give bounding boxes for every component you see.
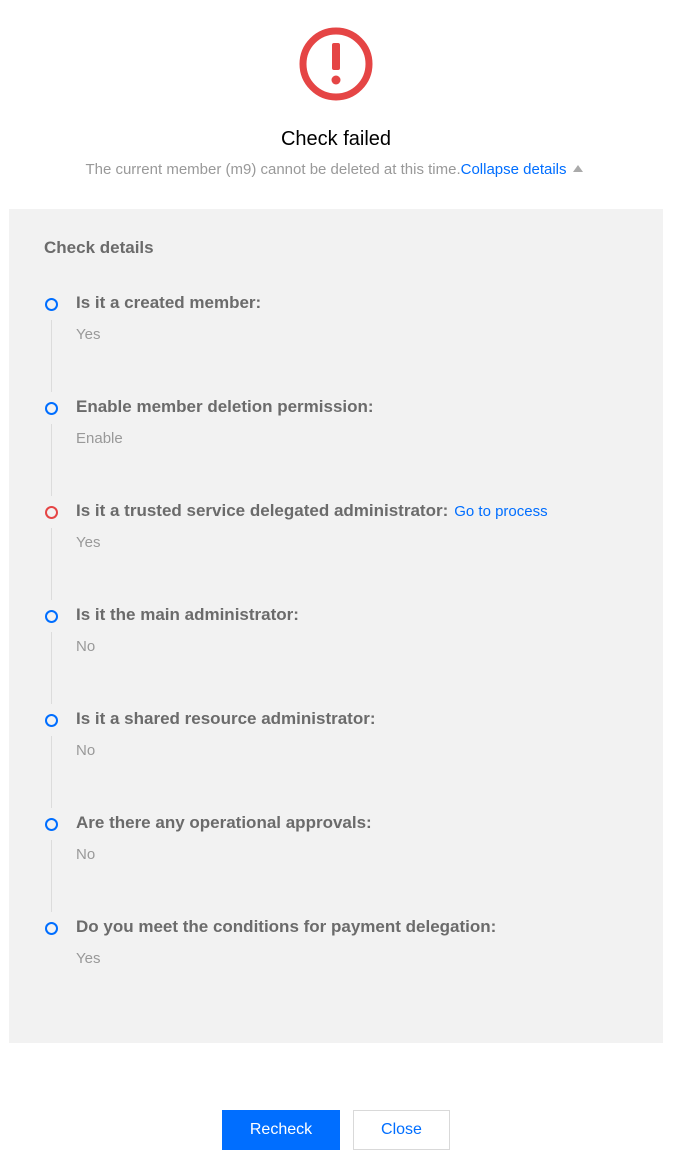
step-operational-approvals (9, 729, 663, 863)
step-label: Enable member deletion permission: (76, 397, 374, 416)
step-main-administrator (9, 521, 663, 655)
step-value: Enable (76, 430, 123, 447)
step-status-dot-icon (45, 402, 58, 415)
step-deletion-permission (9, 313, 663, 447)
collapse-details-label: Collapse details (460, 161, 567, 178)
step-label-row (76, 501, 548, 521)
step-label: Is it a shared resource administrator: (76, 709, 376, 728)
collapse-details-link[interactable] (461, 161, 583, 178)
step-status-dot-icon (45, 298, 58, 311)
dialog-title: Check failed (280, 128, 392, 150)
step-value: No (76, 846, 96, 863)
step-created-member (9, 209, 663, 343)
step-delegated-administrator (9, 417, 663, 551)
step-payment-delegation (9, 833, 663, 967)
step-status-dot-icon (45, 610, 58, 623)
step-label: Are there any operational approvals: (76, 813, 372, 832)
step-value: Yes (76, 950, 101, 967)
caret-up-icon (573, 165, 583, 172)
exclamation-circle-icon (298, 26, 374, 102)
step-status-dot-icon (45, 818, 58, 831)
check-details-panel (9, 209, 663, 1043)
step-value: Yes (76, 534, 101, 551)
step-label: Is it the main administrator: (76, 605, 299, 624)
step-status-dot-icon (45, 922, 58, 935)
close-button[interactable]: Close (353, 1110, 450, 1150)
step-label: Do you meet the conditions for payment delegation: (76, 917, 497, 936)
step-status-dot-icon (45, 714, 58, 727)
go-to-process-link[interactable]: Go to process (454, 503, 548, 520)
dialog-subtitle: The current member (m9) cannot be deleted at this time. (85, 161, 461, 178)
step-value: Yes (76, 326, 101, 343)
details-heading: Check details (44, 238, 154, 257)
step-label: Is it a created member: (76, 293, 262, 312)
subtitle-row (0, 160, 668, 180)
step-value: No (76, 742, 96, 759)
step-error-dot-icon (45, 506, 58, 519)
step-value: No (76, 638, 96, 655)
step-shared-resource-administrator (9, 625, 663, 759)
recheck-button[interactable]: Recheck (222, 1110, 340, 1150)
step-label: Is it a trusted service delegated administrator: (76, 501, 449, 520)
